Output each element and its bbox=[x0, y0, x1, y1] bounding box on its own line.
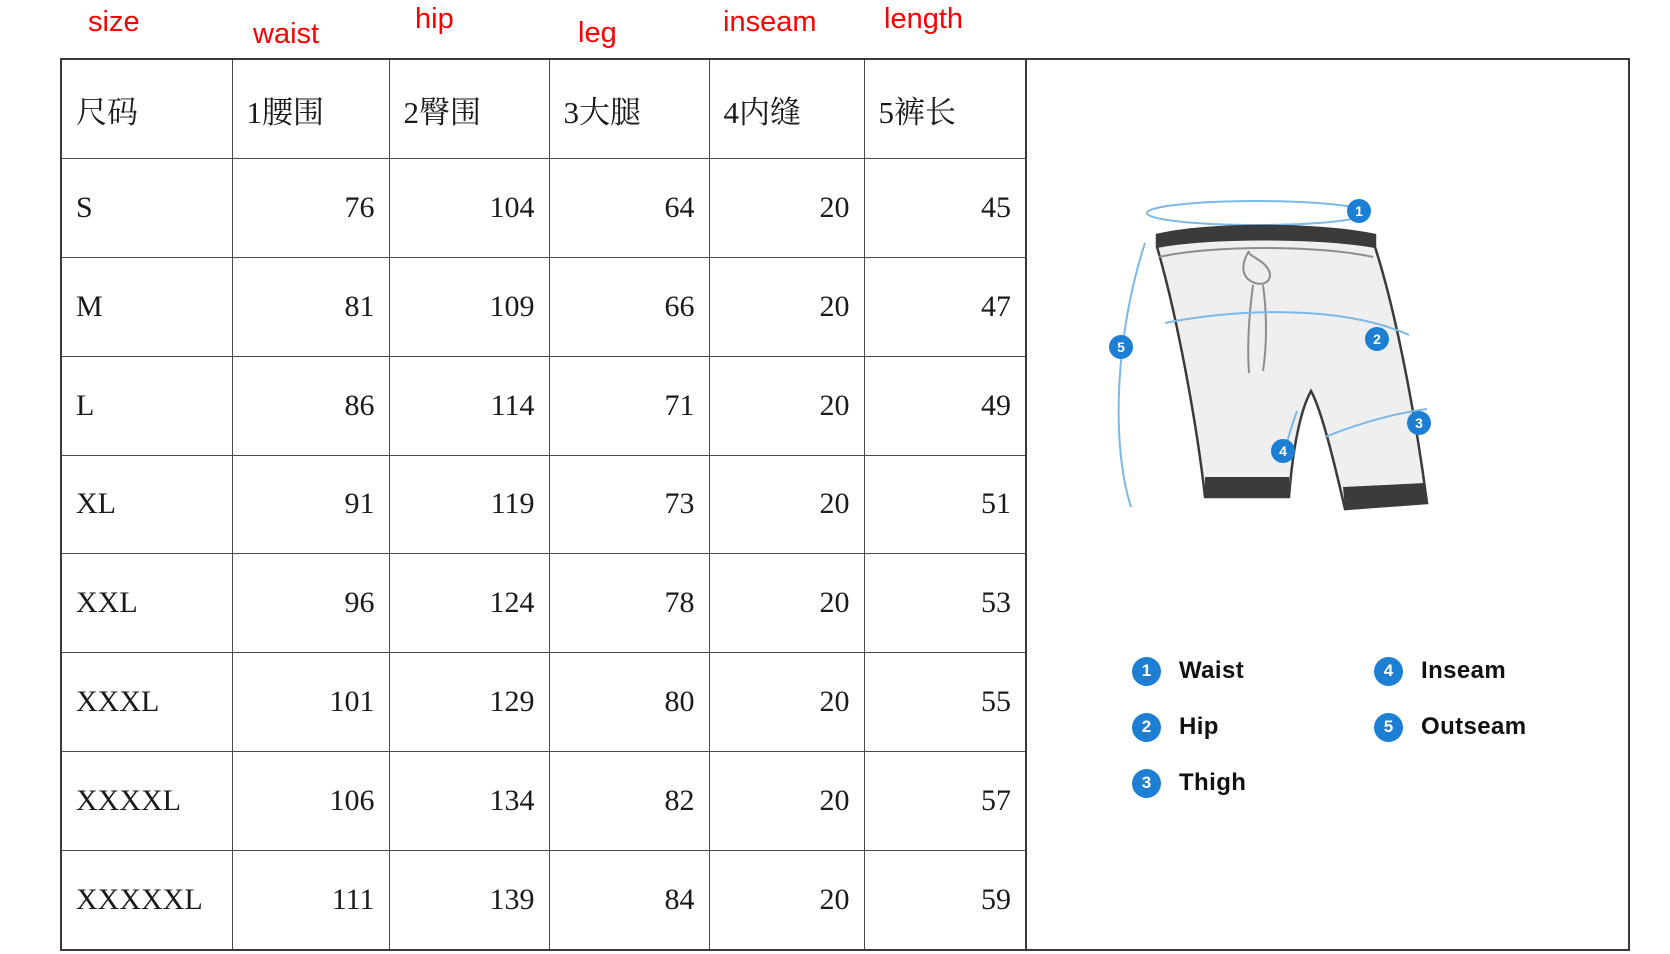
legend-label-thigh: Thigh bbox=[1179, 769, 1247, 796]
table-row bbox=[62, 356, 1025, 455]
header-hip: 2臀围 bbox=[389, 60, 549, 159]
legend-label-waist: Waist bbox=[1179, 657, 1245, 684]
annotation-waist: waist bbox=[253, 18, 320, 50]
cell-thigh: 80 bbox=[549, 653, 709, 752]
header-size: 尺码 bbox=[62, 60, 232, 159]
legend-badge-4-icon: 4 bbox=[1374, 657, 1403, 686]
legend-label-outseam: Outseam bbox=[1421, 713, 1527, 740]
cell-size: S bbox=[62, 159, 232, 258]
cell-length: 53 bbox=[864, 554, 1025, 653]
table-row bbox=[62, 554, 1025, 653]
cell-thigh: 73 bbox=[549, 455, 709, 554]
cell-waist: 86 bbox=[232, 356, 389, 455]
header-inseam: 4内缝 bbox=[709, 60, 864, 159]
header-thigh: 3大腿 bbox=[549, 60, 709, 159]
cell-size: XL bbox=[62, 455, 232, 554]
cell-thigh: 71 bbox=[549, 356, 709, 455]
size-table bbox=[62, 60, 1025, 949]
cell-inseam: 20 bbox=[709, 751, 864, 850]
cell-size: M bbox=[62, 258, 232, 357]
marker-3 bbox=[1407, 411, 1431, 435]
cell-inseam: 20 bbox=[709, 356, 864, 455]
legend-column-right bbox=[1374, 643, 1527, 755]
cell-thigh: 84 bbox=[549, 850, 709, 949]
header-waist: 1腰围 bbox=[232, 60, 389, 159]
legend-badge-1-icon: 1 bbox=[1132, 657, 1161, 686]
marker-1 bbox=[1347, 199, 1371, 223]
legend-badge-3-icon: 3 bbox=[1132, 769, 1161, 798]
cell-hip: 124 bbox=[389, 554, 549, 653]
cell-hip: 104 bbox=[389, 159, 549, 258]
left-hem bbox=[1205, 477, 1289, 497]
table-row bbox=[62, 653, 1025, 752]
cell-thigh: 82 bbox=[549, 751, 709, 850]
cell-hip: 129 bbox=[389, 653, 549, 752]
annotation-layer bbox=[0, 0, 1670, 48]
cell-waist: 111 bbox=[232, 850, 389, 949]
cell-length: 55 bbox=[864, 653, 1025, 752]
svg-text:5: 5 bbox=[1117, 339, 1125, 355]
cell-size: XXXL bbox=[62, 653, 232, 752]
cell-size: L bbox=[62, 356, 232, 455]
cell-inseam: 20 bbox=[709, 455, 864, 554]
cell-waist: 81 bbox=[232, 258, 389, 357]
cell-inseam: 20 bbox=[709, 554, 864, 653]
legend-badge-2-icon: 2 bbox=[1132, 713, 1161, 742]
cell-waist: 106 bbox=[232, 751, 389, 850]
annotation-inseam: inseam bbox=[723, 6, 817, 38]
cell-hip: 139 bbox=[389, 850, 549, 949]
legend-item-hip bbox=[1132, 699, 1246, 755]
cell-thigh: 66 bbox=[549, 258, 709, 357]
cell-length: 49 bbox=[864, 356, 1025, 455]
legend-item-thigh bbox=[1132, 755, 1246, 811]
table-row bbox=[62, 850, 1025, 949]
cell-length: 51 bbox=[864, 455, 1025, 554]
cell-hip: 119 bbox=[389, 455, 549, 554]
svg-text:4: 4 bbox=[1279, 443, 1287, 459]
svg-text:1: 1 bbox=[1355, 203, 1363, 219]
shorts-illustration bbox=[1097, 195, 1517, 555]
cell-inseam: 20 bbox=[709, 850, 864, 949]
cell-waist: 101 bbox=[232, 653, 389, 752]
header-length: 5裤长 bbox=[864, 60, 1025, 159]
marker-4 bbox=[1271, 439, 1295, 463]
cell-length: 59 bbox=[864, 850, 1025, 949]
table-header-row bbox=[62, 60, 1025, 159]
legend-label-inseam: Inseam bbox=[1421, 657, 1507, 684]
cell-length: 57 bbox=[864, 751, 1025, 850]
cell-thigh: 64 bbox=[549, 159, 709, 258]
cell-waist: 96 bbox=[232, 554, 389, 653]
cell-inseam: 20 bbox=[709, 258, 864, 357]
cell-length: 47 bbox=[864, 258, 1025, 357]
waist-guide-line bbox=[1147, 201, 1367, 225]
cell-inseam: 20 bbox=[709, 159, 864, 258]
cell-size: XXXXL bbox=[62, 751, 232, 850]
svg-text:3: 3 bbox=[1415, 415, 1423, 431]
cell-inseam: 20 bbox=[709, 653, 864, 752]
cell-hip: 109 bbox=[389, 258, 549, 357]
table-row bbox=[62, 455, 1025, 554]
cell-size: XXXXXL bbox=[62, 850, 232, 949]
legend-label-hip: Hip bbox=[1179, 713, 1219, 740]
table-row bbox=[62, 258, 1025, 357]
cell-size: XXL bbox=[62, 554, 232, 653]
annotation-length: length bbox=[884, 3, 964, 35]
table-row bbox=[62, 751, 1025, 850]
cell-hip: 114 bbox=[389, 356, 549, 455]
legend-item-waist bbox=[1132, 643, 1246, 699]
legend-item-inseam bbox=[1374, 643, 1527, 699]
legend-badge-5-icon: 5 bbox=[1374, 713, 1403, 742]
size-chart-sheet bbox=[60, 58, 1630, 951]
size-table-container bbox=[62, 60, 1027, 949]
cell-waist: 91 bbox=[232, 455, 389, 554]
svg-text:2: 2 bbox=[1373, 331, 1381, 347]
annotation-size: size bbox=[88, 6, 140, 38]
cell-thigh: 78 bbox=[549, 554, 709, 653]
marker-5 bbox=[1109, 335, 1133, 359]
marker-2 bbox=[1365, 327, 1389, 351]
cell-waist: 76 bbox=[232, 159, 389, 258]
annotation-hip: hip bbox=[415, 3, 454, 35]
legend-item-outseam bbox=[1374, 699, 1527, 755]
measurement-diagram-panel bbox=[1027, 60, 1628, 949]
outseam-guide-line bbox=[1119, 243, 1145, 507]
cell-hip: 134 bbox=[389, 751, 549, 850]
table-row bbox=[62, 159, 1025, 258]
shorts-body bbox=[1157, 226, 1427, 509]
legend-column-left bbox=[1132, 643, 1246, 811]
annotation-leg: leg bbox=[578, 17, 617, 49]
cell-length: 45 bbox=[864, 159, 1025, 258]
